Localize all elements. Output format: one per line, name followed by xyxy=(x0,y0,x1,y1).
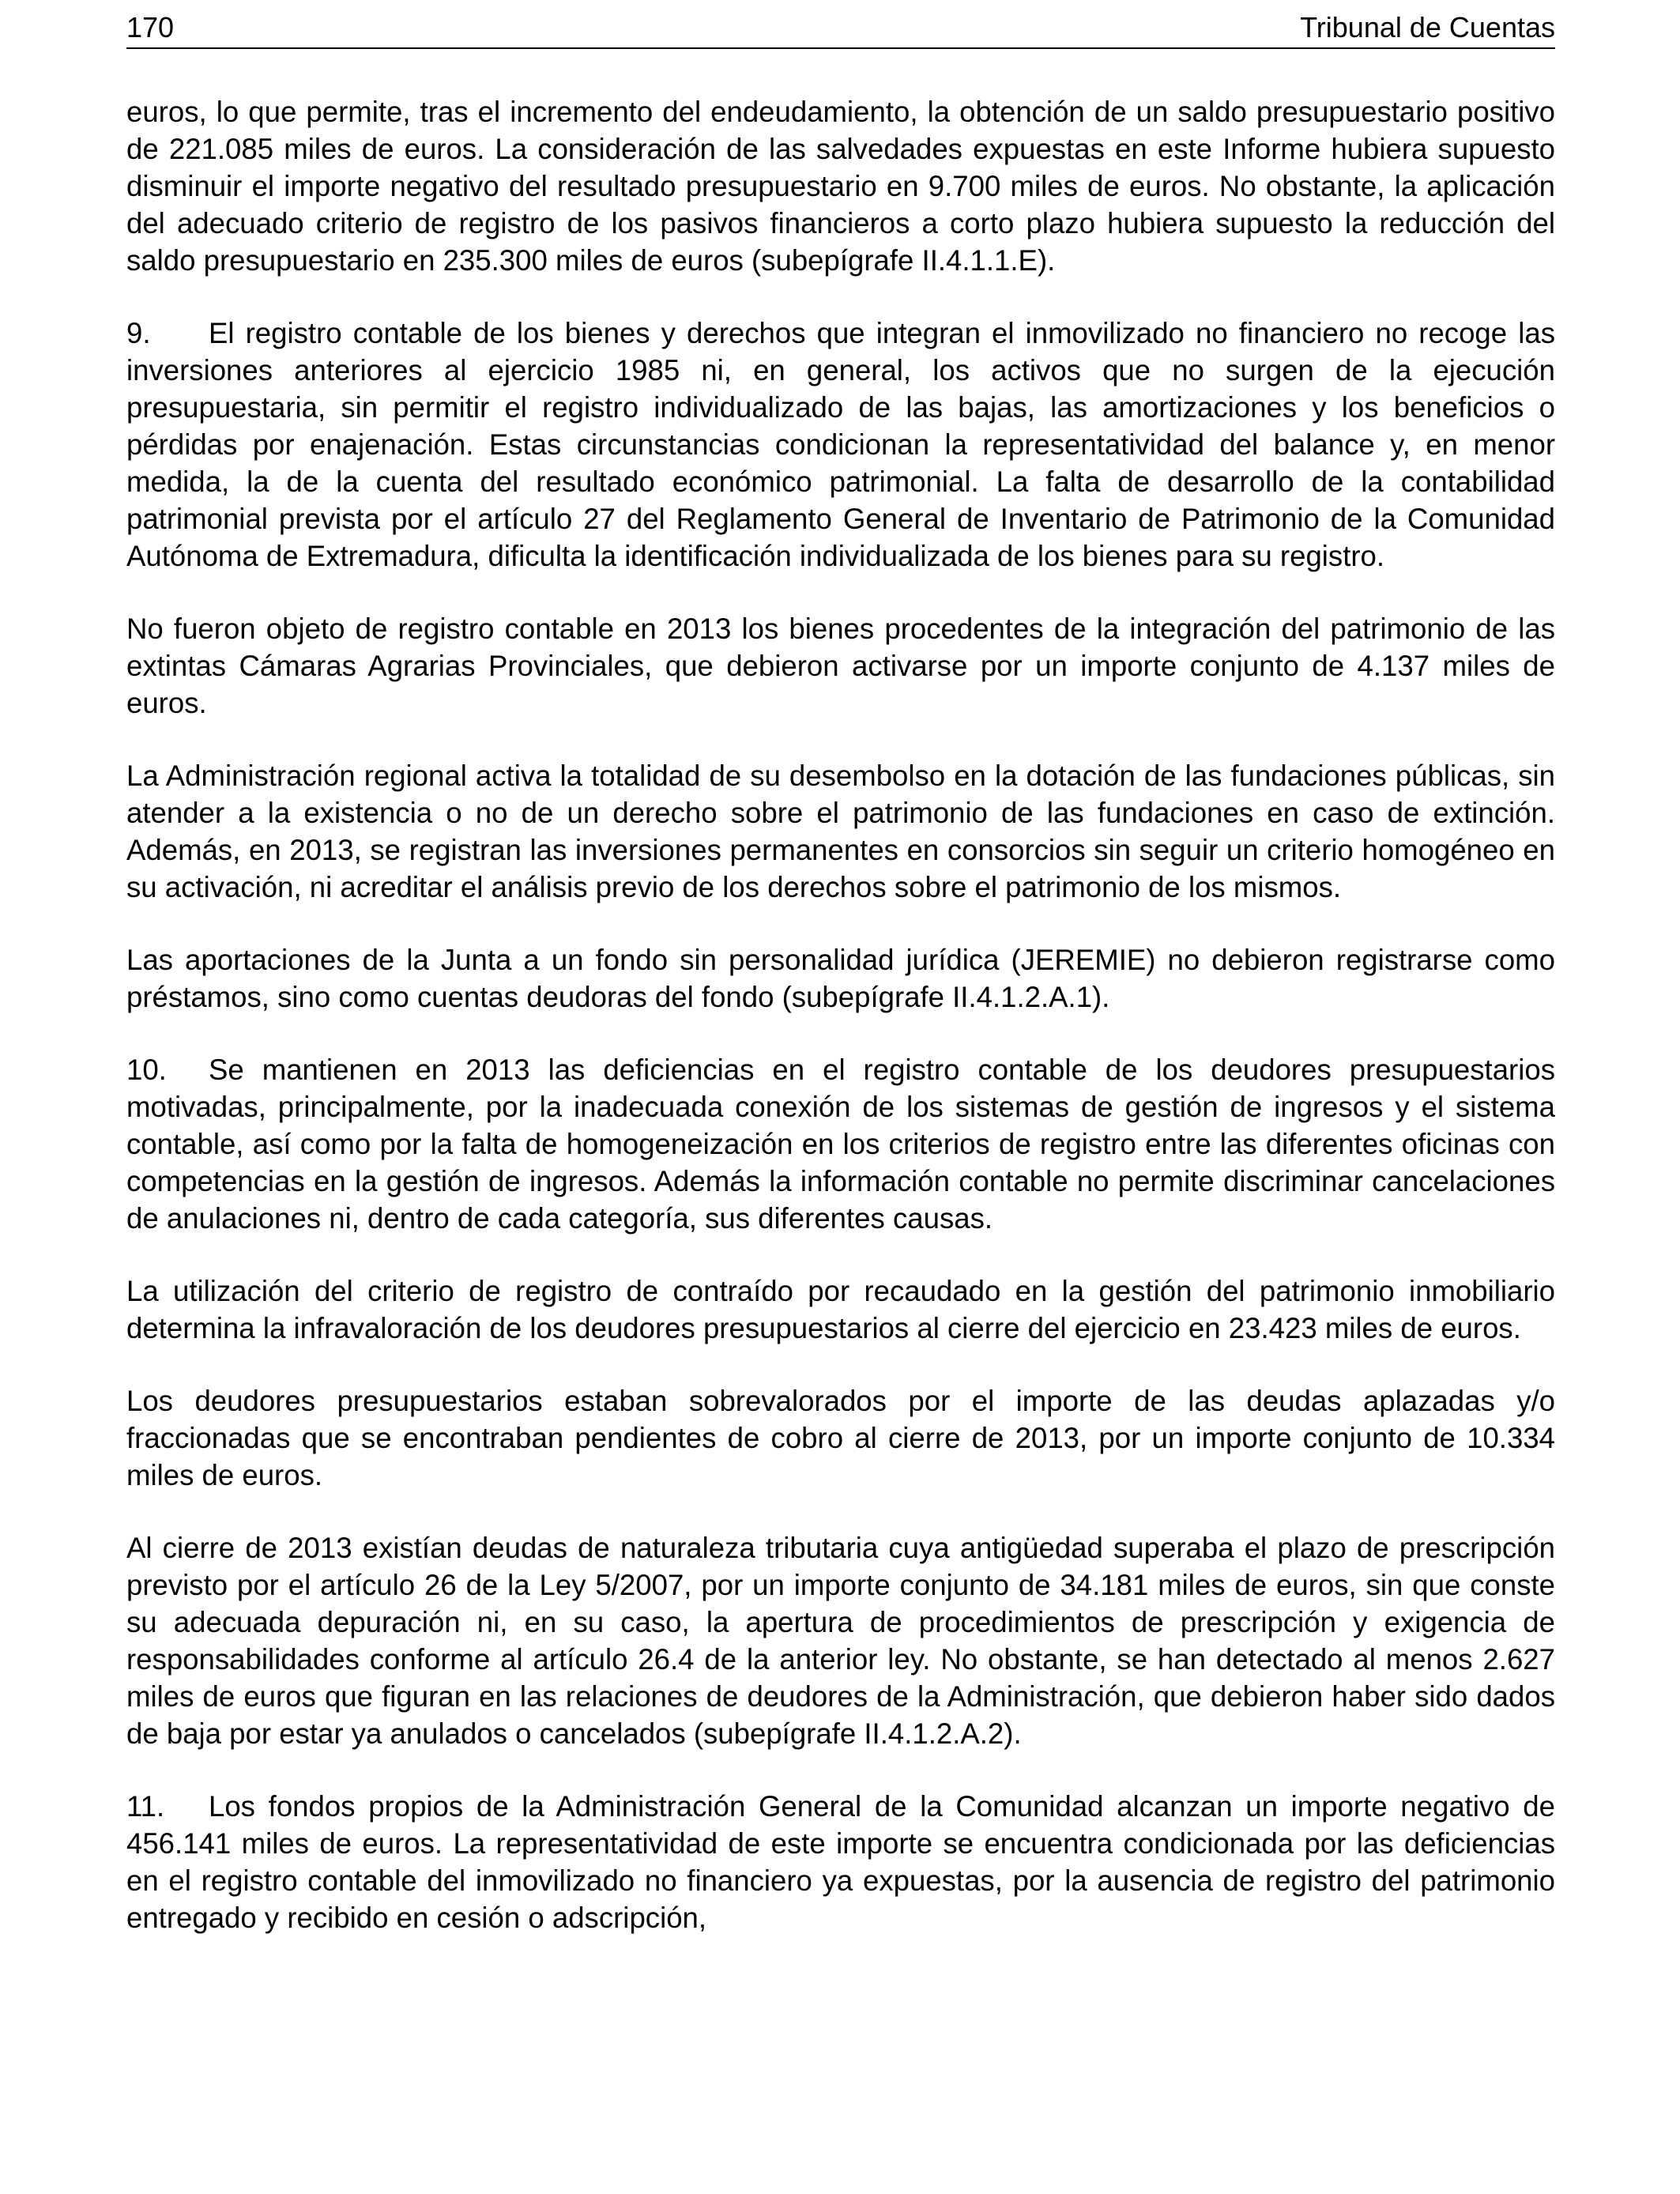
paragraph-text: La Administración regional activa la totalidad de su desembolso en la dotación de las fundaciones públicas, sin atender a la existencia o no de un derecho sobre el patrimonio de las fundaciones en caso de extinción. Además, en 2013, se registran las inversiones permanentes en consorcios sin seguir un criterio homogéneo en su activación, ni acreditar el análisis previo de los derechos sobre el patrimonio de los mismos. xyxy=(126,760,1555,903)
paragraph-number: 9. xyxy=(126,317,151,349)
paragraph-8 xyxy=(126,1382,1555,1494)
paragraph-1 xyxy=(126,93,1555,279)
paragraph-text: Las aportaciones de la Junta a un fondo sin personalidad jurídica (JEREMIE) no debieron registrarse como préstamos, sino como cuentas deudoras del fondo (subepígrafe II.4.1.2.A.1). xyxy=(126,944,1555,1013)
running-title: Tribunal de Cuentas xyxy=(1300,11,1555,43)
paragraph-3 xyxy=(126,610,1555,722)
paragraph-text: El registro contable de los bienes y derechos que integran el inmovilizado no financiero no recoge las inversiones anteriores al ejercicio 1985 ni, en general, los activos que no surgen de la ejecución presupuestaria, sin permitir el registro individualizado de las bajas, las amortizaciones y los beneficios o pérdidas por enajenación. Estas circunstancias condicionan la representatividad del balance y, en menor medida, la de la cuenta del resultado económico patrimonial. La falta de desarrollo de la contabilidad patrimonial prevista por el artículo 27 del Reglamento General de Inventario de Patrimonio de la Comunidad Autónoma de Extremadura, dificulta la identificación individualizada de los bienes para su registro. xyxy=(126,317,1555,572)
body-text xyxy=(126,93,1555,1936)
paragraph-text: Se mantienen en 2013 las deficiencias en el registro contable de los deudores presupuestarios motivadas, principalmente, por la inadecuada conexión de los sistemas de gestión de ingresos y el sistema contable, así como por la falta de homogeneización en los criterios de registro entre las diferentes oficinas con competencias en la gestión de ingresos. Además la información contable no permite discriminar cancelaciones de anulaciones ni, dentro de cada categoría, sus diferentes causas. xyxy=(126,1054,1555,1235)
paragraph-text: La utilización del criterio de registro de contraído por recaudado en la gestión del patrimonio inmobiliario determina la infravaloración de los deudores presupuestarios al cierre del ejercicio en 23.423 miles de euros. xyxy=(126,1275,1555,1344)
paragraph-6 xyxy=(126,1051,1555,1237)
paragraph-4 xyxy=(126,757,1555,906)
paragraph-10 xyxy=(126,1788,1555,1936)
paragraph-9 xyxy=(126,1529,1555,1752)
page-header xyxy=(126,0,1555,49)
document-page xyxy=(126,0,1555,1936)
paragraph-text: No fueron objeto de registro contable en 2013 los bienes procedentes de la integración del patrimonio de las extintas Cámaras Agrarias Provinciales, que debieron activarse por un importe conjunto de 4.137 miles de euros. xyxy=(126,613,1555,719)
paragraph-number: 11. xyxy=(126,1790,165,1823)
paragraph-text: euros, lo que permite, tras el incremento del endeudamiento, la obtención de un saldo presupuestario positivo de 221.085 miles de euros. La consideración de las salvedades expuestas en este Informe hubiera supuesto disminuir el importe negativo del resultado presupuestario en 9.700 miles de euros. No obstante, la aplicación del adecuado criterio de registro de los pasivos financieros a corto plazo hubiera supuesto la reducción del saldo presupuestario en 235.300 miles de euros (subepígrafe II.4.1.1.E). xyxy=(126,96,1555,277)
paragraph-5 xyxy=(126,941,1555,1016)
paragraph-7 xyxy=(126,1272,1555,1347)
page-number: 170 xyxy=(126,11,175,43)
paragraph-number: 10. xyxy=(126,1054,167,1086)
paragraph-text: Los deudores presupuestarios estaban sobrevalorados por el importe de las deudas aplazadas y/o fraccionadas que se encontraban pendientes de cobro al cierre de 2013, por un importe conjunto de 10.334 miles de euros. xyxy=(126,1385,1555,1491)
paragraph-text: Los fondos propios de la Administración General de la Comunidad alcanzan un importe negativo de 456.141 miles de euros. La representatividad de este importe se encuentra condicionada por las deficiencias en el registro contable del inmovilizado no financiero ya expuestas, por la ausencia de registro del patrimonio entregado y recibido en cesión o adscripción, xyxy=(126,1790,1555,1934)
paragraph-text: Al cierre de 2013 existían deudas de naturaleza tributaria cuya antigüedad superaba el plazo de prescripción previsto por el artículo 26 de la Ley 5/2007, por un importe conjunto de 34.181 miles de euros, sin que conste su adecuada depuración ni, en su caso, la apertura de procedimientos de prescripción y exigencia de responsabilidades conforme al artículo 26.4 de la anterior ley. No obstante, se han detectado al menos 2.627 miles de euros que figuran en las relaciones de deudores de la Administración, que debieron haber sido dados de baja por estar ya anulados o cancelados (subepígrafe II.4.1.2.A.2). xyxy=(126,1532,1555,1750)
paragraph-2 xyxy=(126,315,1555,575)
